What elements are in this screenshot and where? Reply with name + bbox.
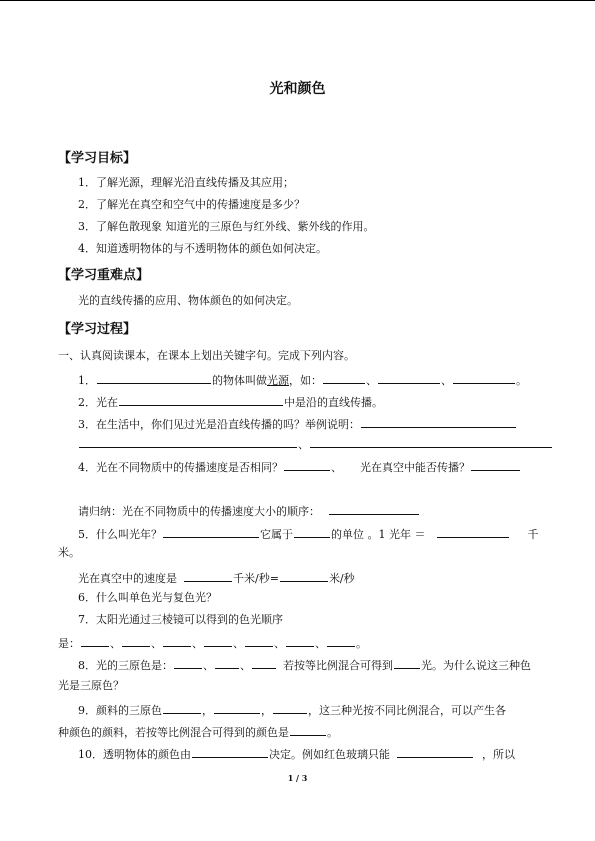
blank (163, 702, 201, 714)
blank (471, 459, 520, 471)
q1-text-after: ，如： (289, 374, 322, 387)
q8-text-c: 光。为什么说这三种色 (421, 659, 531, 672)
q7-label: 是： (58, 637, 80, 650)
section-heading-goals: 【学习目标】 (58, 151, 137, 166)
blank (215, 657, 239, 669)
blank (453, 372, 515, 384)
blank (290, 724, 326, 736)
question-8: 8．光的三原色是： 、 、 若按等比例混合可得到 光。为什么说这三种色 (78, 659, 531, 672)
blank (437, 526, 509, 538)
question-10 (78, 746, 515, 762)
q7-end: 。 (356, 637, 367, 650)
goal-item-4: 4．知道透明物体的与不透明物体的颜色如何决定。 (78, 242, 327, 255)
section-heading-process: 【学习过程】 (58, 322, 137, 337)
q2-text-start: 2．光在 (78, 396, 118, 409)
blank (245, 635, 273, 647)
goal-item-2: 2．了解光在真空和空气中的传播速度是多少？ (78, 198, 305, 211)
blank (119, 394, 283, 406)
blank (280, 570, 328, 582)
q1-end: 。 (516, 374, 527, 387)
key-points-text: 光的直线传播的应用、物体颜色的如何决定。 (78, 294, 298, 307)
speed-text-a: 光在真空中的速度是 (78, 572, 177, 585)
blank (284, 459, 330, 471)
blank (214, 702, 260, 714)
q9-end: 。 (327, 726, 338, 739)
q5-text-d: 千 (527, 528, 539, 541)
q3-text: 3．在生活中，你们见过光是沿直线传播的吗？举例说明： (78, 418, 360, 431)
q2-text-end: 中是沿的直线传播。 (284, 396, 383, 409)
blank (184, 570, 232, 582)
question-8-wrap: 光是三原色？ (58, 679, 124, 692)
blank (294, 526, 330, 538)
question-7-answers: 是： 、 、 、 、 、 、 。 (58, 637, 367, 650)
separator: 、 (298, 438, 309, 451)
blank (329, 503, 419, 515)
question-6: 6．什么叫单色光与复色光？ (78, 591, 217, 604)
question-2 (78, 394, 383, 410)
top-border-line (0, 0, 595, 1)
q10-text-a: 10．透明物体的颜色由 (78, 748, 191, 761)
question-5 (78, 526, 539, 542)
separator: 、 (331, 461, 342, 474)
question-9: 9．颜料的三原色 ， ， ，这三种光按不同比例混合，可以产生各 (78, 704, 506, 717)
goal-item-1: 1．了解光源，理解光沿直线传播及其应用； (78, 176, 294, 189)
q8-text-b: 若按等比例混合可得到 (283, 659, 393, 672)
q1-text: 的物体叫做 (212, 374, 267, 387)
q4-text-a: 4．光在不同物质中的传播速度是否相同？ (78, 461, 283, 474)
blank (397, 746, 473, 758)
blank (174, 657, 202, 669)
summary-text: 请归纳：光在不同物质中的传播速度大小的顺序： (78, 505, 320, 518)
blank (378, 372, 440, 384)
q5-text-a: 5．什么叫光年？ (78, 528, 162, 541)
process-intro: 一、认真阅读课本，在课本上划出关键字句。完成下列内容。 (58, 349, 355, 362)
vacuum-speed-line (78, 570, 355, 586)
blank (273, 702, 307, 714)
page-number: 1 / 3 (287, 773, 308, 783)
blank (192, 746, 268, 758)
question-1 (78, 372, 527, 388)
q1-number: 1． (78, 374, 96, 387)
goal-item-3: 3．了解色散现象 知道光的三原色与红外线、紫外线的作用。 (78, 220, 375, 233)
blank (252, 657, 276, 669)
q8-text-a: 8．光的三原色是： (78, 659, 173, 672)
speed-text-b: 千米/秒= (233, 572, 279, 585)
q1-underlined-word: 光源 (267, 374, 289, 387)
q9-text-b: ，这三种光按不同比例混合，可以产生各 (308, 704, 506, 717)
separator: 、 (441, 374, 452, 387)
q5-text-c: 的单位 。1 光年 ＝ (331, 528, 426, 541)
q9-text-a: 9．颜料的三原色 (78, 704, 162, 717)
question-7: 7．太阳光通过三棱镜可以得到的色光顺序 (78, 613, 283, 626)
q4-text-b: 光在真空中能否传播？ (360, 461, 470, 474)
q10-text-b: 决定。例如红色玻璃只能 (269, 748, 390, 761)
blank (81, 635, 109, 647)
blank (122, 635, 150, 647)
blank (204, 635, 232, 647)
q5-text-b: 它属于 (260, 528, 293, 541)
blank (79, 436, 297, 448)
summary-line (78, 503, 420, 519)
separator: 、 (366, 374, 377, 387)
question-3-continuation (78, 436, 553, 452)
q10-text-c: ，所以 (482, 748, 515, 761)
blank (394, 657, 420, 669)
blank (163, 635, 191, 647)
blank (286, 635, 314, 647)
speed-text-c: 米/秒 (328, 572, 355, 585)
question-9-wrap (58, 724, 338, 740)
blank (323, 372, 365, 384)
blank (310, 436, 552, 448)
blank (361, 416, 516, 428)
question-4 (78, 459, 521, 475)
question-5-wrap: 米。 (58, 546, 80, 559)
page-title: 光和颜色 (269, 81, 326, 97)
blank (97, 372, 211, 384)
blank (327, 635, 355, 647)
question-3 (78, 416, 517, 432)
section-heading-key-points: 【学习重难点】 (58, 268, 150, 283)
blank (163, 526, 259, 538)
q9-wrap-text: 种颜色的颜料，若按等比例混合可得到的颜色是 (58, 726, 289, 739)
